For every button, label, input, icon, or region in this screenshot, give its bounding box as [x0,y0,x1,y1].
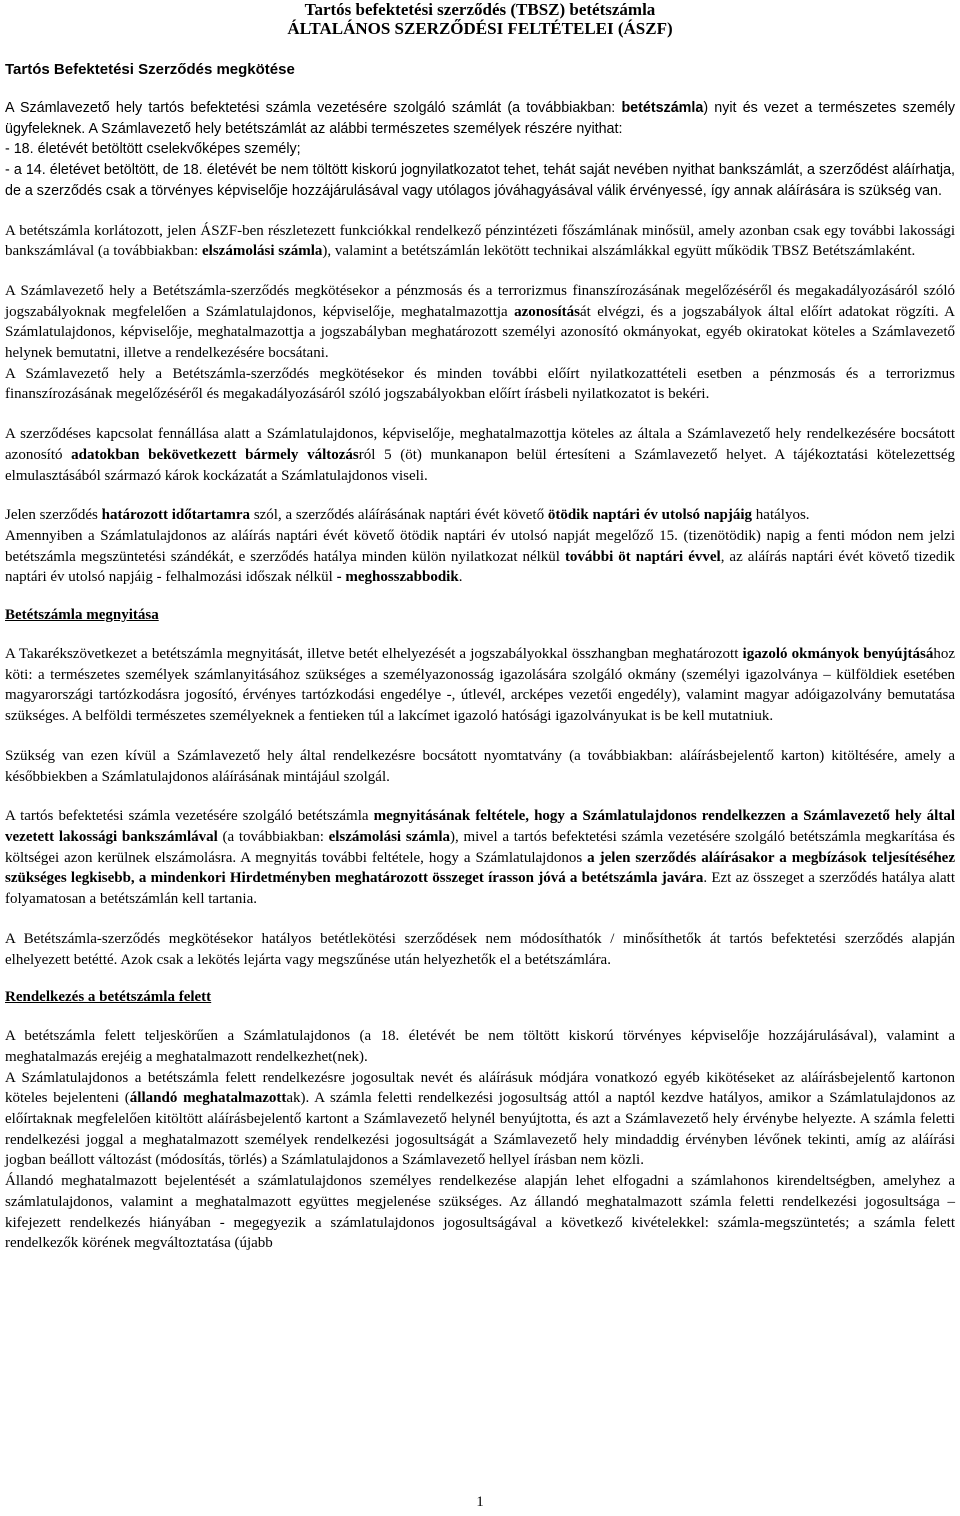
paragraph-disposal-rights: A betétszámla felett teljeskörűen a Számlatulajdonos (a 18. életévét be nem töltött kiskorú törvényes képviselője hozzájárulásával), valamint a meghatalmazás erejéig a meghatalmazott rendelkezhet(nek). [5,1028,955,1065]
page-number: 1 [476,1494,484,1510]
paragraph-authorized-persons: A Számlatulajdonos a betétszámla felett rendelkezésre jogosultak nevét és aláírásuk módjára vonatkozó egyéb kikötéseket az aláírásbejelentő kartonon köteles bejelenteni (állandó meghatalmazottak). A számla feletti rendelkezési jogosultság attól a naptól kezdve hatályos, amikor a Számlatulajdonos az előírtaknak megfelelően kitöltött aláírásbejelentő kartont a Számlavezető helynél benyújtotta, és azt a Számlavezető hely érvénybe helyezte. A számla feletti rendelkezési joggal a meghatalmazott személyek rendelkezési jogosultságát a Számlavezető hely mindaddig érvényben lévőnek tekinti, amíg az aláírási jogban beállott változást (módosítás, törlés) a Számlatulajdonos a Számlavezető hellyel írásban nem közli. [5,1069,955,1169]
paragraph-duration: Jelen szerződés határozott időtartamra szól, a szerződés aláírásának naptári évét követő ötödik naptári év utolsó napjáig hatályos. [5,507,810,524]
title-line-1: Tartós befektetési szerződés (TBSZ) betétszámla [304,0,656,19]
paragraph-opening-conditions: A tartós befektetési számla vezetésére szolgáló betétszámla megnyitásának feltétele, hogy a Számlatulajdonos rendelkezzen a Számlavezető hely által vezetett lakossági bankszámlával (a továbbiakban: elszámolási számla), mivel a tartós befektetési számla vezetésére szolgáló betétszámla megkarítása és költségei azon kerülnek elszámolásra. A megnyitás további feltétele, hogy a Számlatulajdonos a jelen szerződés aláírásakor a megbízások teljesítéséhez szükséges legkisebb, a mindenkori Hirdetményben meghatározott összeget írasson jóvá a betétszámla javára. Ezt az összeget a szerződés hatálya alatt folyamatosan a betétszámlán kell tartania. [5,808,956,908]
paragraph-declaration: A Számlavezető hely a Betétszámla-szerződés megkötésekor és minden további előírt nyilatkozattételi esetben a pénzmosás és a terrorizmus finanszírozásának megelőzéséről és megakadályozásáról szóló jogszabályokban előírt írásbeli nyilatkozatot is bekéri. [5,365,955,403]
paragraph-data-change: A szerződéses kapcsolat fennállása alatt a Számlatulajdonos, képviselője, meghatalmazottja köteles az általa a Számlavezető hely rendelkezésére bocsátott azonosító adatokban bekövetkezett bármely változásról 5 (öt) munkanapon belül értesíteni a Számlavezető helyet. A tájékoztatási kötelezettség elmulasztásából származó károk kockázatát a Számlatulajdonos viseli. [5,426,955,484]
paragraph-account-function: A betétszámla korlátozott, jelen ÁSZF-ben részletezett funkciókkal rendelkező pénzintézeti főszámlának minősül, amely azonban csak egy további lakossági bankszámlával (a továbbiakban: elszámolási számla), valamint a betétszámlán lekötött technikai alszámlákkal együtt működik TBSZ Betétszámlaként. [5,222,955,260]
paragraph-documents: A Takarékszövetkezet a betétszámla megnyitását, illetve betét elhelyezését a jogszabályokkal összhangban meghatározott igazoló okmányok benyújtásához köti: a természetes személyek számlanyitásához szükséges a személyazonosság igazolására szolgáló okmány (személyi igazolványa – külföldiek esetében magyarországi tartózkodásra jogosító, érvényes tartózkodási engedélye -, útlevél, arcképes vezetői engedély), valamint magyar adóigazolvány bemutatása szükséges. A belföldi természetes személyeknek a fentieken túl a lakcímet igazoló hatósági igazolványukat is be kell mutatniuk. [5,646,955,725]
paragraph-signature-card: Szükség van ezen kívül a Számlavezető hely által rendelkezésre bocsátott nyomtatvány (a továbbiakban: aláírásbejelentő karton) kitöltésére, amely a későbbiekben a Számlatulajdonos aláírásának mintájául szolgál. [5,747,955,785]
document-title [5,0,955,38]
paragraph-extension: Amennyiben a Számlatulajdonos az aláírás naptári évét követő ötödik naptári év utolsó napját megelőző 15. (tizenötödik) napig a fenti módon nem jelzi betétszámla megszüntetési szándékát, e szerződés hatálya minden külön nyilatkozat nélkül további öt naptári évvel, az aláírás naptári évét követő tizedik naptári év utolsó napjáig - felhalmozási időszak nélkül - meghosszabbodik. [5,527,955,586]
section-heading-opening: Betétszámla megnyitása [5,607,159,624]
title-line-2: ÁLTALÁNOS SZERZŐDÉSI FELTÉTELEI (ÁSZF) [287,19,673,38]
section-heading-disposal: Rendelkezés a betétszámla felett [5,989,212,1006]
paragraph-identification: A Számlavezető hely a Betétszámla-szerződés megkötésekor a pénzmosás és a terrorizmus finanszírozásának megelőzéséről és megakadályozásáról szóló jogszabályoknak megfelelően a Számlatulajdonos, képviselője, meghatalmazottja azonosítását elvégzi, és a jogszabályok által előírt adatokat rögzíti. A Számlatulajdonos, képviselője, meghatalmazottja a jogszabályban meghatározott személyi azonosító okmányokat, egyéb okiratokat köteles a Számlavezető helynek bemutatni, illetve a rendelkezésére bocsátani. [5,282,956,362]
section-heading-contract: Tartós Befektetési Szerződés megkötése [5,61,295,78]
paragraph-existing-deposits: A Betétszámla-szerződés megkötésekor hatályos betétlekötési szerződések nem módosíthatók / minősíthetők át tartós befektetési szerződés alapján elhelyezett betétté. Azok csak a lekötés lejárta vagy megszűnése után helyezhetők el a betétszámlára. [5,930,955,968]
paragraph-account-intro: A Számlavezető hely tartós befektetési számla vezetésére szolgáló számlát (a továbbiakban: betétszámla) nyit és vezet a természetes személy ügyfeleknek. A Számlavezető hely betétszámlát az alábbi természetes személyek részére nyithat: - 18. életévét betöltött cselekvőképes személy; - a 14. életévet betöltött, de 18. életévét be nem töltött kiskorú jognyilatkozatot tehet, tehát saját nevében nyithat bankszámlát, a szerződést aláírhatja, de a szerződés csak a törvényes képviselője hozzájárulásával vagy utólagos jóváhagyásával válik érvényessé, így annak aláírására is szükség van. [5,100,955,199]
paragraph-permanent-proxy: Állandó meghatalmazott bejelentését a számlatulajdonos személyes rendelkezése alapján lehet elfogadni a számlahonos kirendeltségben, amelyhez a számlatulajdonos, valamint a meghatalmazott együttes megjelenése szükséges. Az állandó meghatalmazott számla feletti rendelkezési jogosultsága – kifejezett rendelkezés hiányában - megegyezik a számlatulajdonos jogosultságával a következő kivételekkel: számla-megszüntetés; a számla felett rendelkezők körének megváltoztatása (újabb [5,1173,955,1252]
